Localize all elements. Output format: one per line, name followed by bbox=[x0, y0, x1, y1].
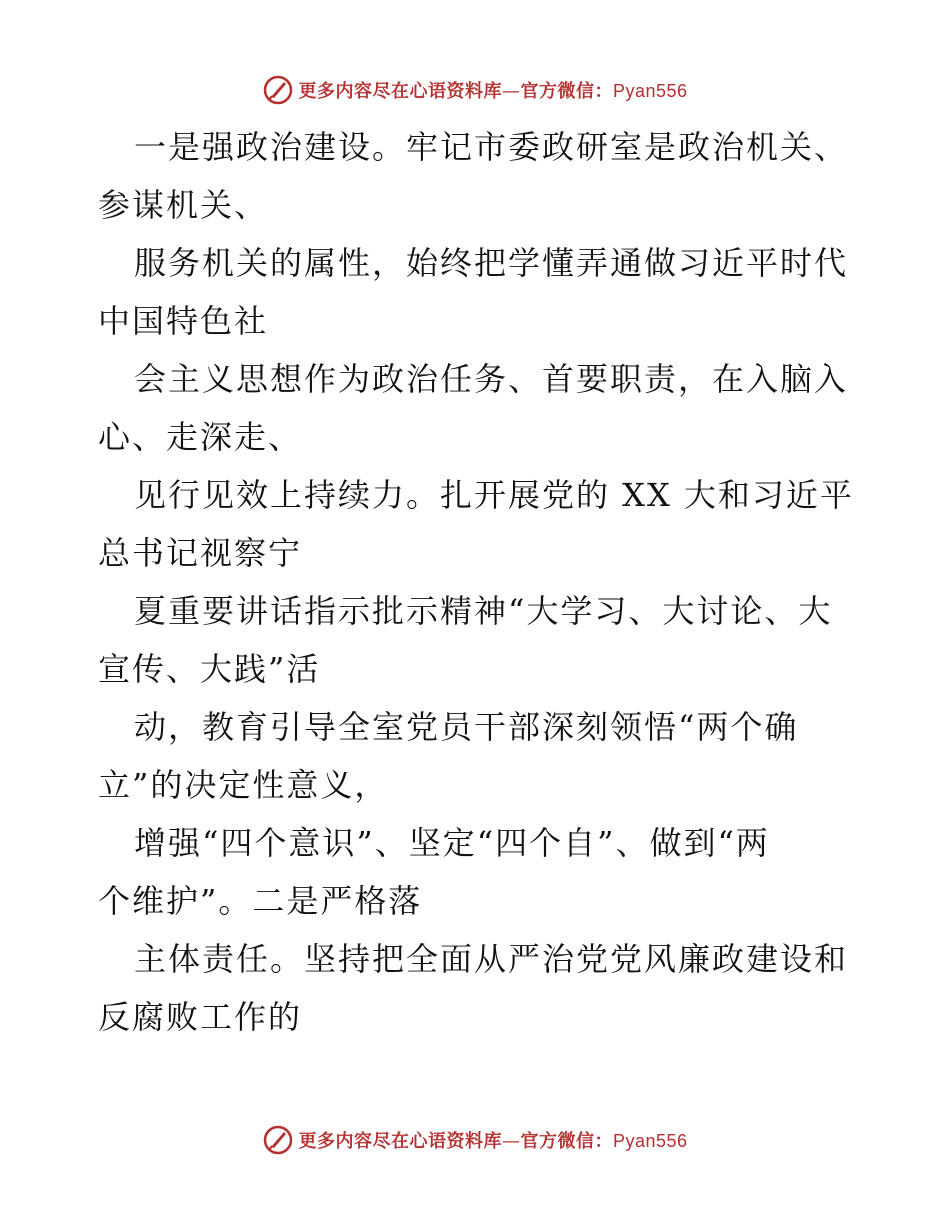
footer-banner bbox=[0, 1120, 950, 1160]
header-banner-content bbox=[262, 74, 687, 106]
text-line: 总书记视察宁 bbox=[98, 534, 303, 572]
banner-text: 更多内容尽在心语资料库—官方微信：Pyan556 bbox=[298, 1131, 688, 1152]
text-line: 增强“四个意识”、坚定“四个自”、做到“两 bbox=[134, 824, 770, 862]
text-line: 中国特色社 bbox=[98, 302, 269, 340]
text-line: 服务机关的属性，始终把学懂弄通做习近平时代 bbox=[134, 244, 849, 282]
text-line: 主体责任。坚持把全面从严治党党风廉政建设和 bbox=[134, 940, 849, 978]
text-line: 反腐败工作的 bbox=[98, 998, 303, 1036]
text-line: 心、走深走、 bbox=[98, 418, 303, 456]
text-line: 夏重要讲话指示批示精神“大学习、大讨论、大 bbox=[134, 592, 833, 630]
banner-text: 更多内容尽在心语资料库—官方微信：Pyan556 bbox=[298, 81, 688, 102]
quill-logo-icon bbox=[262, 1124, 294, 1156]
text-line: 参谋机关、 bbox=[98, 186, 269, 224]
document-body bbox=[98, 118, 858, 1046]
text-line: 个维护”。二是严格落 bbox=[98, 882, 423, 920]
header-banner bbox=[0, 70, 950, 110]
text-line: 会主义思想作为政治任务、首要职责，在入脑入 bbox=[134, 360, 849, 398]
text-line: 宣传、大践”活 bbox=[98, 650, 321, 688]
text-line: 动，教育引导全室党员干部深刻领悟“两个确 bbox=[134, 708, 799, 746]
footer-banner-content bbox=[262, 1124, 687, 1156]
text-line: 见行见效上持续力。扎开展党的 XX 大和习近平 bbox=[134, 476, 854, 514]
text-line: 一是强政治建设。牢记市委政研室是政治机关、 bbox=[134, 128, 849, 166]
quill-logo-icon bbox=[262, 74, 294, 106]
text-line: 立”的决定性意义， bbox=[98, 766, 389, 804]
